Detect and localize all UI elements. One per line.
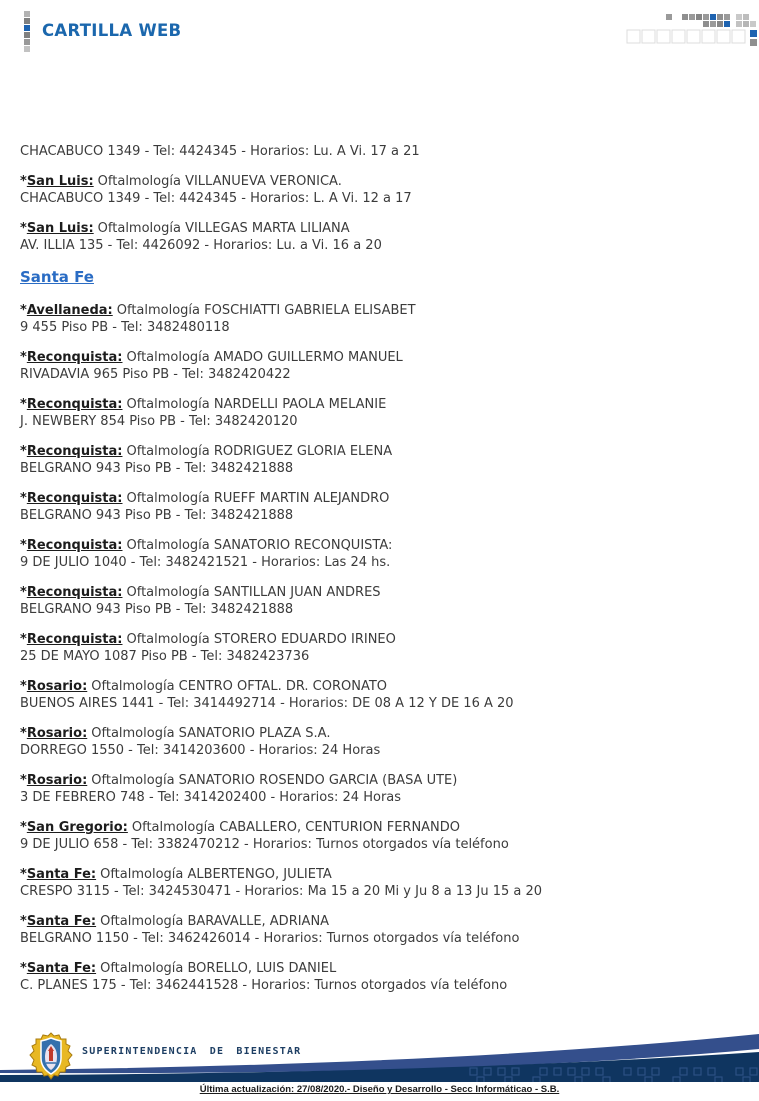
superintendencia-crest-logo-icon <box>28 1032 74 1080</box>
entry-provider: Oftalmología SANTILLAN JUAN ANDRES <box>126 585 381 600</box>
entry-city: Reconquista: <box>26 444 123 459</box>
entry-provider: Oftalmología CABALLERO, CENTURION FERNANDO <box>131 820 461 835</box>
entry-detail-line: 9 DE JULIO 1040 - Tel: 3482421521 - Horarios: Las 24 hs. <box>20 555 391 570</box>
entry-city: Reconquista: <box>26 585 123 600</box>
entry-detail-line: BELGRANO 943 Piso PB - Tel: 3482421888 <box>20 602 294 617</box>
provider-entry <box>20 443 759 477</box>
entry-provider: Oftalmología FOSCHIATTI GABRIELA ELISABET <box>116 303 416 318</box>
entry-bullet: * <box>20 773 27 788</box>
entry-bullet: * <box>20 820 27 835</box>
entry-bullet: * <box>20 867 27 882</box>
provider-entry <box>20 490 759 524</box>
entry-bullet: * <box>20 538 27 553</box>
entry-bullet: * <box>20 444 27 459</box>
entry-provider: Oftalmología VILLEGAS MARTA LILIANA <box>97 221 350 236</box>
entry-provider: Oftalmología RODRIGUEZ GLORIA ELENA <box>126 444 393 459</box>
entry-bullet: * <box>20 679 27 694</box>
provider-entry <box>20 913 759 947</box>
entry-city: San Luis: <box>26 174 94 189</box>
entry-city: Rosario: <box>26 773 88 788</box>
entry-detail-line: 3 DE FEBRERO 748 - Tel: 3414202400 - Horarios: 24 Horas <box>20 790 402 805</box>
provider-directory <box>20 143 759 994</box>
entry-detail-line: J. NEWBERY 854 Piso PB - Tel: 3482420120 <box>20 414 298 429</box>
entry-provider: Oftalmología RUEFF MARTIN ALEJANDRO <box>126 491 390 506</box>
provider-entry <box>20 349 759 383</box>
entry-detail-line: RIVADAVIA 965 Piso PB - Tel: 3482420422 <box>20 367 291 382</box>
app-title: CARTILLA WEB <box>42 21 182 40</box>
entry-provider: Oftalmología SANATORIO ROSENDO GARCIA (BASA UTE) <box>91 773 458 788</box>
entry-city: Santa Fe: <box>26 914 97 929</box>
entry-city: Reconquista: <box>26 538 123 553</box>
provider-entry <box>20 173 759 207</box>
entry-detail-line: CRESPO 3115 - Tel: 3424530471 - Horarios: Ma 15 a 20 Mi y Ju 8 a 13 Ju 15 a 20 <box>20 884 543 899</box>
entry-detail-line: AV. ILLIA 135 - Tel: 4426092 - Horarios: Lu. a Vi. 16 a 20 <box>20 238 382 253</box>
entry-bullet: * <box>20 632 27 647</box>
entry-detail-line: CHACABUCO 1349 - Tel: 4424345 - Horarios: L. A Vi. 12 a 17 <box>20 191 412 206</box>
entry-bullet: * <box>20 221 27 236</box>
entry-bullet: * <box>20 491 27 506</box>
entry-provider: Oftalmología STORERO EDUARDO IRINEO <box>126 632 396 647</box>
section-title-santa-fe[interactable]: Santa Fe <box>20 268 94 286</box>
entry-detail-line: C. PLANES 175 - Tel: 3462441528 - Horarios: Turnos otorgados vía teléfono <box>20 978 508 993</box>
entry-city: San Luis: <box>26 221 94 236</box>
entry-bullet: * <box>20 726 27 741</box>
entry-bullet: * <box>20 914 27 929</box>
entry-detail-line: CHACABUCO 1349 - Tel: 4424345 - Horarios: Lu. A Vi. 17 a 21 <box>20 144 420 159</box>
entry-detail-line: BUENOS AIRES 1441 - Tel: 3414492714 - Horarios: DE 08 A 12 Y DE 16 A 20 <box>20 696 514 711</box>
provider-entry <box>20 220 759 254</box>
entry-detail-line: 9 455 Piso PB - Tel: 3482480118 <box>20 320 230 335</box>
entry-bullet: * <box>20 961 27 976</box>
organization-name: SUPERINTENDENCIA DE BIENESTAR <box>82 1046 302 1057</box>
entry-city: Rosario: <box>26 679 88 694</box>
entry-city: Avellaneda: <box>26 303 113 318</box>
provider-entry <box>20 819 759 853</box>
entry-detail-line: BELGRANO 943 Piso PB - Tel: 3482421888 <box>20 508 294 523</box>
entry-detail-line: 9 DE JULIO 658 - Tel: 3382470212 - Horarios: Turnos otorgados vía teléfono <box>20 837 509 852</box>
entry-city: Reconquista: <box>26 397 123 412</box>
entry-provider: Oftalmología BARAVALLE, ADRIANA <box>100 914 330 929</box>
entry-bullet: * <box>20 350 27 365</box>
provider-entry <box>20 537 759 571</box>
entry-city: Reconquista: <box>26 632 123 647</box>
entry-city: Reconquista: <box>26 350 123 365</box>
entry-provider: Oftalmología VILLANUEVA VERONICA. <box>97 174 342 189</box>
page-footer <box>0 1030 759 1101</box>
entry-provider: Oftalmología SANATORIO PLAZA S.A. <box>91 726 331 741</box>
entry-bullet: * <box>20 585 27 600</box>
entry-provider: Oftalmología BORELLO, LUIS DANIEL <box>100 961 337 976</box>
provider-entry <box>20 678 759 712</box>
provider-entry <box>20 960 759 994</box>
provider-entry <box>20 866 759 900</box>
logo-squares-icon <box>24 11 31 53</box>
entry-city: Santa Fe: <box>26 961 97 976</box>
entry-detail-line: BELGRANO 1150 - Tel: 3462426014 - Horarios: Turnos otorgados vía teléfono <box>20 931 520 946</box>
entry-city: Rosario: <box>26 726 88 741</box>
entry-provider: Oftalmología NARDELLI PAOLA MELANIE <box>126 397 387 412</box>
entry-detail-line: BELGRANO 943 Piso PB - Tel: 3482421888 <box>20 461 294 476</box>
entry-provider: Oftalmología AMADO GUILLERMO MANUEL <box>126 350 403 365</box>
entry-detail-line: 25 DE MAYO 1087 Piso PB - Tel: 3482423736 <box>20 649 310 664</box>
entry-detail-line: DORREGO 1550 - Tel: 3414203600 - Horarios: 24 Horas <box>20 743 381 758</box>
provider-entry <box>20 302 759 336</box>
entry-provider: Oftalmología SANATORIO RECONQUISTA: <box>126 538 393 553</box>
provider-entry <box>20 772 759 806</box>
entry-bullet: * <box>20 397 27 412</box>
last-update-text: Última actualización: 27/08/2020.- Diseño y Desarrollo - Secc Informáticao - S.B. <box>199 1084 560 1095</box>
entry-city: Santa Fe: <box>26 867 97 882</box>
provider-entry <box>20 725 759 759</box>
pixel-mosaic-icon <box>626 13 758 49</box>
entry-provider: Oftalmología ALBERTENGO, JULIETA <box>100 867 332 882</box>
provider-entry <box>20 631 759 665</box>
provider-entry <box>20 584 759 618</box>
entry-bullet: * <box>20 303 27 318</box>
entry-city: San Gregorio: <box>26 820 128 835</box>
page-header <box>0 0 759 56</box>
entry-provider: Oftalmología CENTRO OFTAL. DR. CORONATO <box>91 679 388 694</box>
entry-city: Reconquista: <box>26 491 123 506</box>
entry-bullet: * <box>20 174 27 189</box>
provider-entry <box>20 396 759 430</box>
